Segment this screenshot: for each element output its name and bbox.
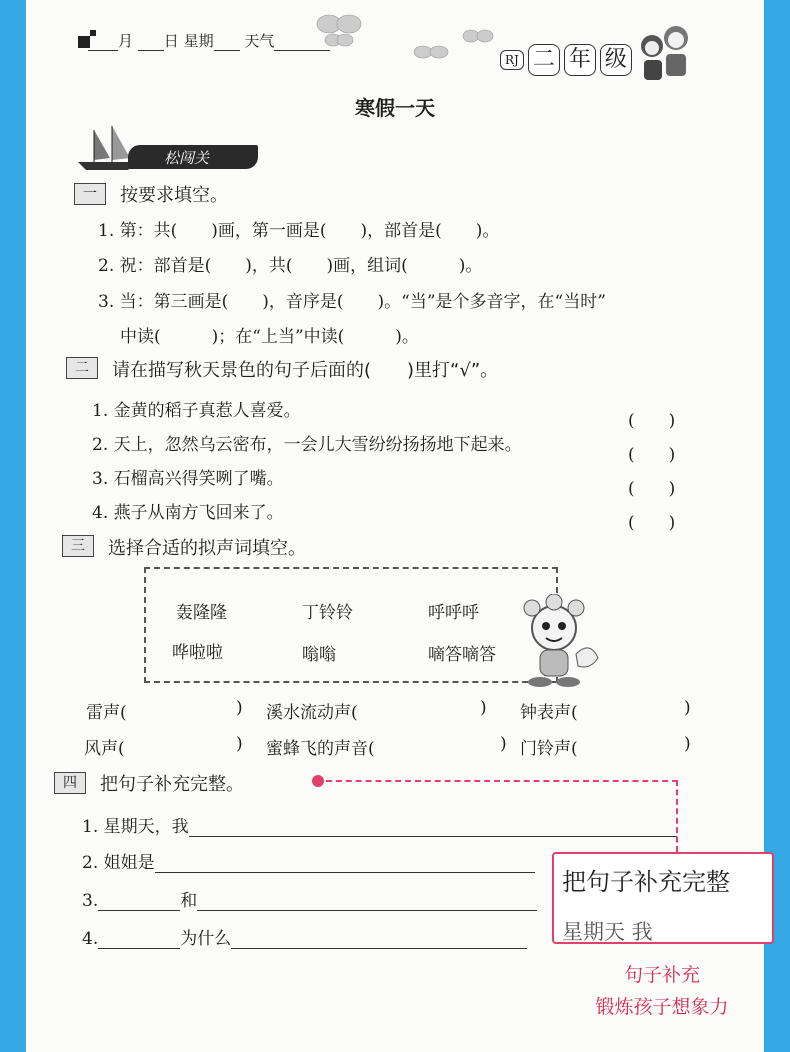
section-1-item-3-cont: 中读( )；在“上当”中读( )。: [120, 327, 419, 347]
fill-label: 门铃声(: [520, 739, 578, 759]
section-2-item-3: 3. 石榴高兴得笑咧了嘴。: [92, 469, 284, 489]
section-1-item-2: 2. 祝：部首是( )，共( )画，组词( )。: [98, 256, 483, 276]
answer-line[interactable]: [98, 890, 180, 911]
fill-label: 钟表声(: [520, 703, 578, 723]
answer-line[interactable]: [155, 852, 535, 873]
fill-close: ): [684, 698, 691, 718]
answer-line[interactable]: [231, 928, 527, 949]
weekday-label: 星期: [183, 32, 214, 50]
zoom-cut-text: 星期天 我: [562, 920, 653, 944]
section-4-item-2: [82, 848, 535, 873]
word-bank-item: 丁铃铃: [302, 603, 353, 623]
sentence-prompt: 为什么: [180, 929, 232, 949]
section-2-item-4: 4. 燕子从南方飞回来了。: [92, 503, 284, 523]
fill-close: ): [500, 734, 507, 754]
grade-char-3: 级: [600, 44, 632, 76]
caption-line-2: 锻炼孩子想象力: [595, 996, 729, 1018]
section-2-item-1: 1. 金黄的稻子真惹人喜爱。: [92, 401, 301, 421]
weather-label: 天气: [244, 32, 275, 50]
zoom-callout: [552, 852, 774, 944]
grade-badge: [500, 44, 632, 76]
month-label: 月: [118, 32, 134, 50]
section-1-item-1: 1. 第：共( )画，第一画是( )，部首是( )。: [98, 221, 500, 241]
answer-line[interactable]: [197, 890, 537, 911]
kids-cartoon-icon: [636, 22, 694, 86]
section-number-4: 四: [54, 772, 86, 794]
callout-connector: [326, 780, 678, 782]
sentence-prompt: 2. 姐姐是: [82, 853, 155, 873]
section-number-1: 一: [74, 183, 106, 205]
answer-line[interactable]: [189, 816, 677, 837]
sentence-prompt: 3.: [82, 891, 99, 911]
section-4-item-4: [82, 924, 527, 949]
word-bank-item: 嘀答嘀答: [428, 645, 496, 665]
chapter-banner: [128, 145, 258, 169]
page-title: 寒假一天: [355, 96, 435, 120]
sentence-prompt: 1. 星期天，我: [82, 817, 189, 837]
fill-close: ): [236, 698, 243, 718]
fill-label: 溪水流动声(: [266, 703, 358, 723]
section-1-title: 按要求填空。: [120, 185, 228, 206]
banner-label: 松闯关: [164, 149, 210, 167]
answer-box[interactable]: ( ): [628, 445, 676, 465]
word-bank-item: 嗡嗡: [302, 645, 336, 665]
section-2-item-2: 2. 天上，忽然乌云密布，一会儿大雪纷纷扬扬地下起来。: [92, 435, 522, 455]
butterfly-icon: [315, 10, 495, 70]
section-1-item-3: 3. 当：第三画是( )，音序是( )。“当”是个多音字，在“当时”: [98, 292, 606, 312]
fill-close: ): [236, 734, 243, 754]
answer-box[interactable]: ( ): [628, 513, 676, 533]
fill-close: ): [480, 698, 487, 718]
word-bank-item: 呼呼呼: [428, 603, 479, 623]
word-bank-item: 哗啦啦: [172, 643, 223, 663]
section-2-title: 请在描写秋天景色的句子后面的( )里打“√”。: [112, 360, 499, 381]
fill-label: 蜜蜂飞的声音(: [266, 739, 375, 759]
cartoon-mascot-icon: [512, 594, 604, 688]
grade-char-2: 年: [564, 44, 596, 76]
sentence-prompt: 4.: [82, 929, 99, 949]
answer-line[interactable]: [98, 928, 180, 949]
sentence-prompt: 和: [180, 891, 198, 911]
date-weather-line: [88, 30, 330, 51]
caption-line-1: 句子补充: [623, 964, 700, 986]
callout-connector: [676, 780, 678, 852]
answer-box[interactable]: ( ): [628, 479, 676, 499]
fill-label: 风声(: [84, 739, 125, 759]
fill-close: ): [684, 734, 691, 754]
day-label: 日: [163, 32, 179, 50]
section-4-title: 把句子补充完整。: [100, 774, 244, 795]
edition-label: RJ: [500, 50, 524, 70]
answer-box[interactable]: ( ): [628, 411, 676, 431]
grade-char-1: 二: [528, 44, 560, 76]
fill-label: 雷声(: [86, 703, 127, 723]
word-bank-box: [144, 567, 558, 683]
section-number-3: 三: [62, 535, 94, 557]
word-bank-item: 轰隆隆: [176, 603, 227, 623]
zoom-title: 把句子补充完整: [562, 868, 730, 896]
callout-dot: [312, 775, 324, 787]
section-3-title: 选择合适的拟声词填空。: [108, 538, 306, 559]
section-4-item-3: [82, 886, 537, 911]
section-4-item-1: [82, 812, 677, 837]
section-number-2: 二: [66, 357, 98, 379]
